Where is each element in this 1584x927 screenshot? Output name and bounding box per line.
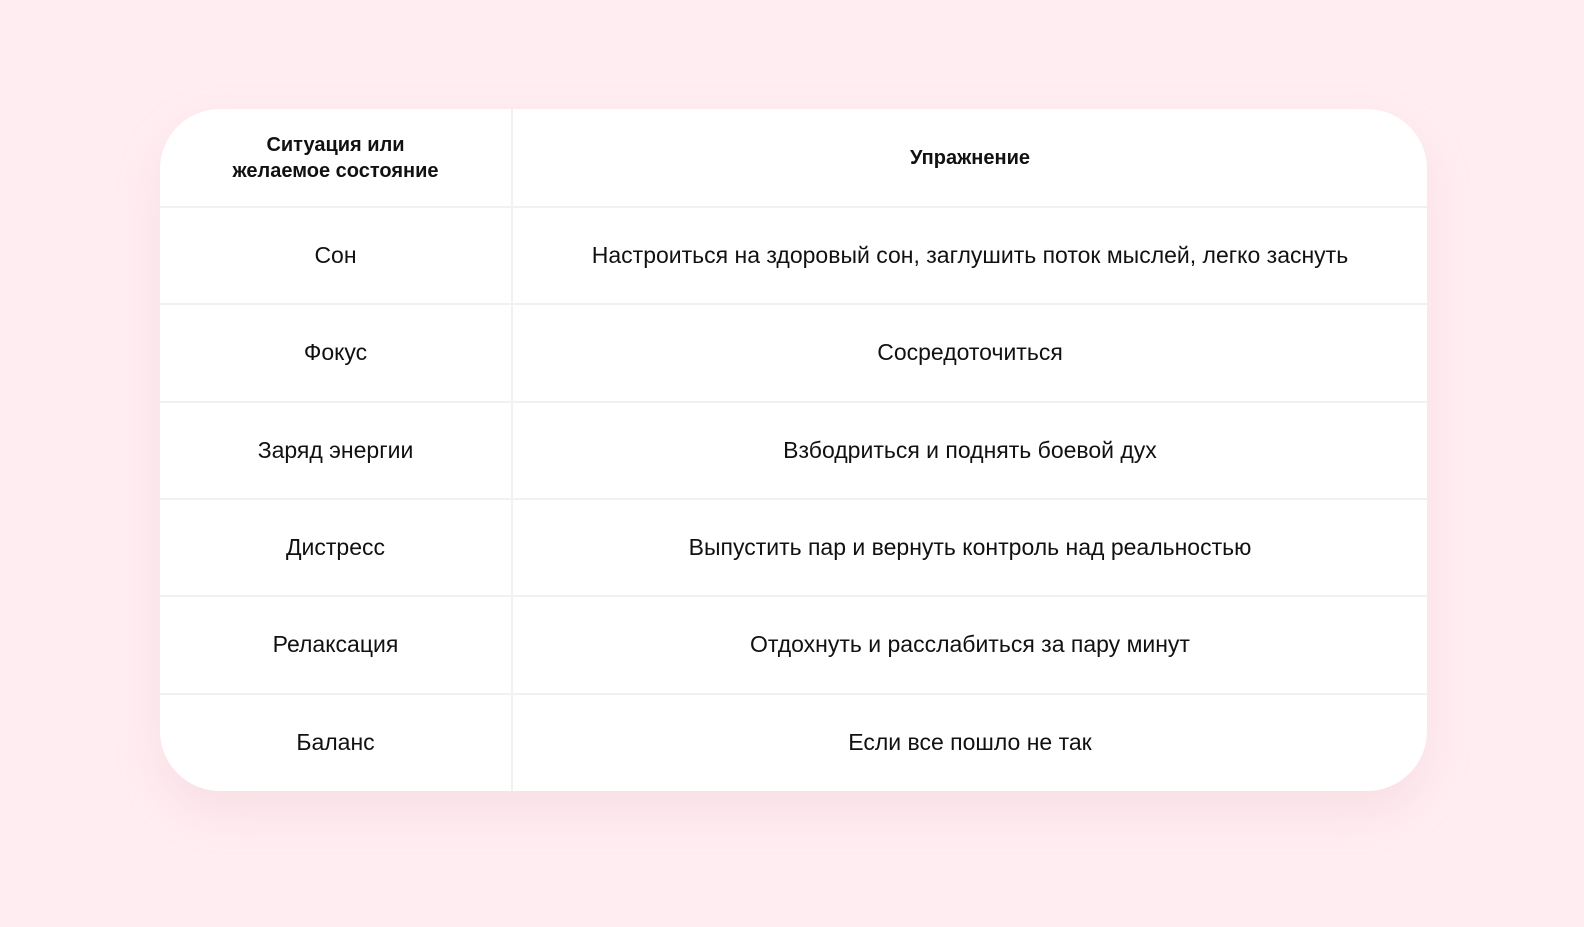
table-row: [160, 499, 1427, 596]
exercise-table: [160, 109, 1427, 791]
exercise-cell: Взбодриться и поднять боевой дух: [512, 402, 1427, 499]
table-row: [160, 207, 1427, 304]
header-exercise: Упражнение: [512, 109, 1427, 207]
table-row: [160, 694, 1427, 791]
exercise-cell: Сосредоточиться: [512, 304, 1427, 401]
exercise-cell: Отдохнуть и расслабиться за пару минут: [512, 596, 1427, 693]
situation-cell: Баланс: [160, 694, 512, 791]
situation-cell: Сон: [160, 207, 512, 304]
exercise-cell: Настроиться на здоровый сон, заглушить поток мыслей, легко заснуть: [512, 207, 1427, 304]
situation-cell: Фокус: [160, 304, 512, 401]
table-row: [160, 596, 1427, 693]
table-row: [160, 402, 1427, 499]
table-row: [160, 304, 1427, 401]
exercise-cell: Выпустить пар и вернуть контроль над реальностью: [512, 499, 1427, 596]
header-situation: [160, 109, 512, 207]
situation-cell: Заряд энергии: [160, 402, 512, 499]
situation-cell: Релаксация: [160, 596, 512, 693]
header-situation-line1: Ситуация или: [266, 133, 405, 156]
exercise-cell: Если все пошло не так: [848, 729, 1092, 756]
table-header-row: [160, 109, 1427, 207]
exercise-table-card: [160, 109, 1427, 791]
situation-cell: Дистресс: [160, 499, 512, 596]
header-situation-line2: желаемое состояние: [232, 159, 439, 182]
